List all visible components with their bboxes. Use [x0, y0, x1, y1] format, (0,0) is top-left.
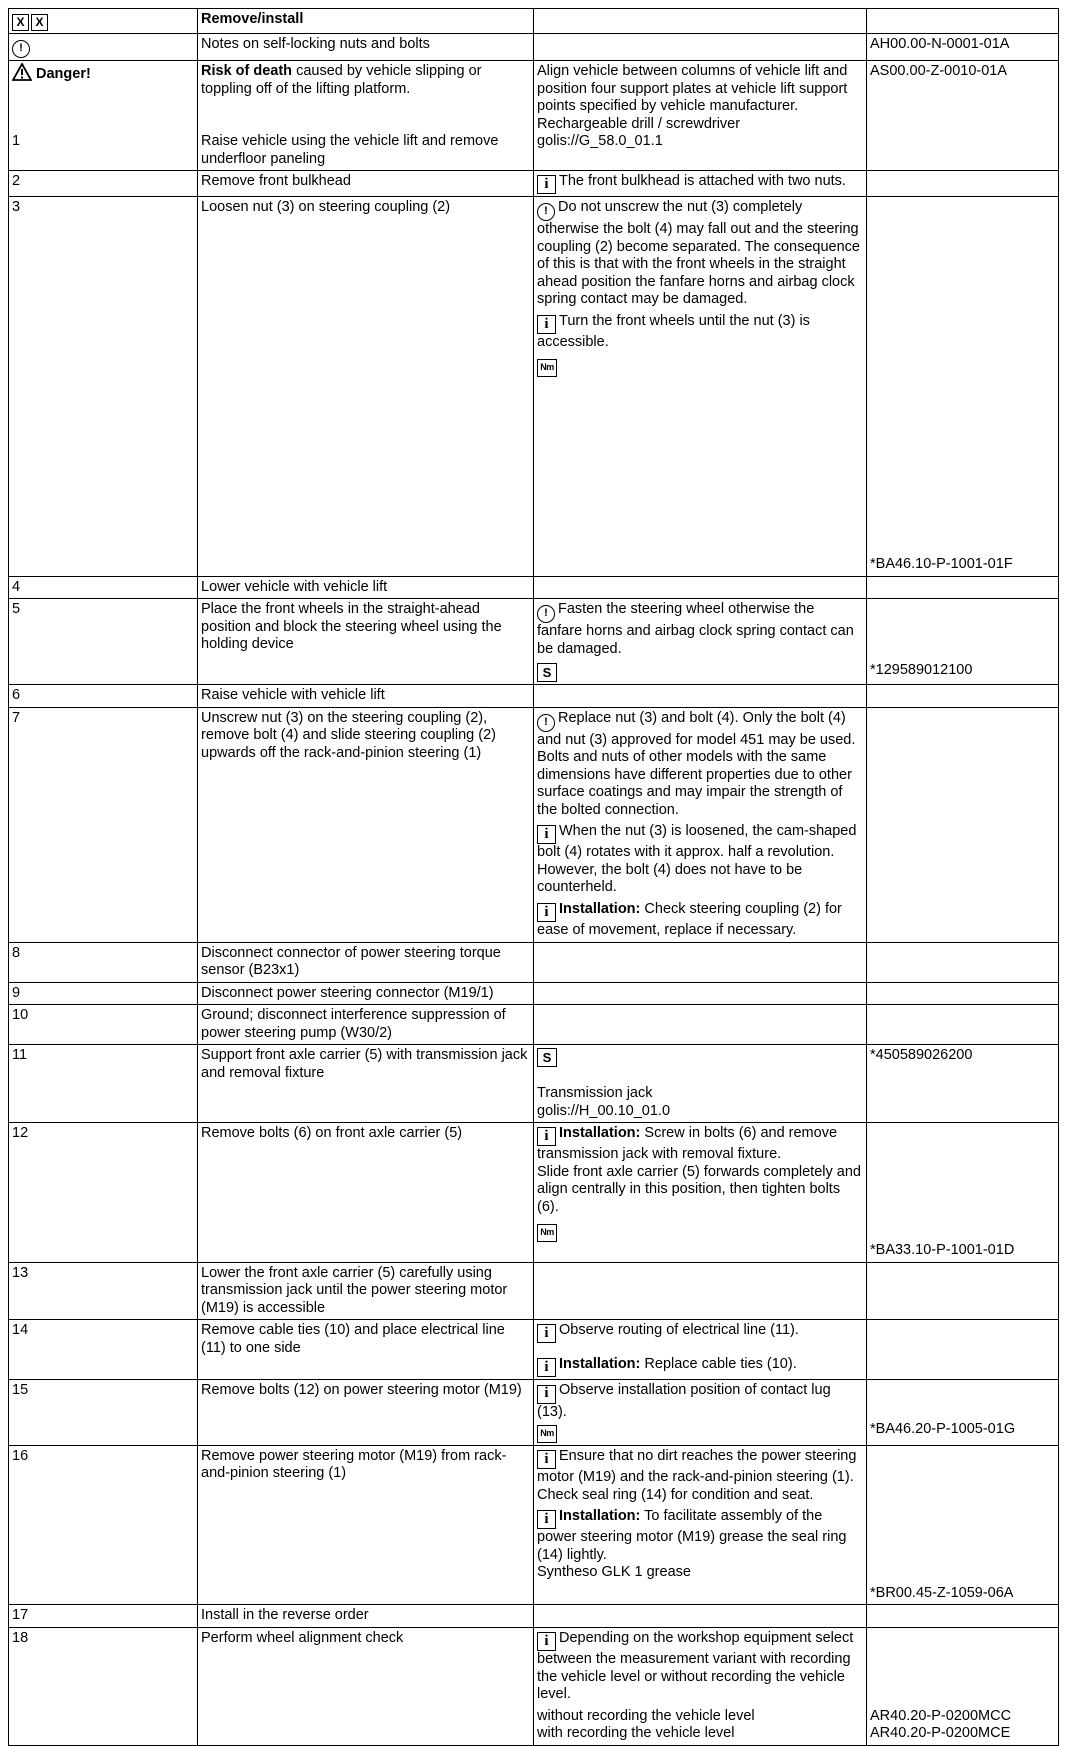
table-row [9, 1005, 1059, 1045]
table-row [9, 197, 1059, 577]
danger-risk-text: caused by vehicle slipping or toppling off of the lifting platform. [201, 63, 482, 97]
table-row [9, 171, 1059, 197]
step-number: 9 [9, 982, 198, 1005]
tool-link[interactable]: golis://H_00.10_01.0 [537, 1102, 671, 1119]
info-icon: i [537, 903, 556, 922]
table-row [9, 1445, 1059, 1605]
warning-note: Fasten the steering wheel otherwise the fanfare horns and airbag clock spring contact can be damaged. [537, 601, 854, 657]
step-number: 16 [9, 1445, 198, 1605]
torque-icon[interactable]: Nm [537, 1425, 557, 1443]
notes-link[interactable]: Notes on self-locking nuts and bolts [198, 34, 534, 61]
torque-icon[interactable]: Nm [537, 1224, 557, 1242]
info-icon: i [537, 1385, 556, 1404]
doc-ref[interactable]: *BR00.45-Z-1059-06A [870, 1584, 1014, 1601]
doc-ref[interactable]: *BA46.10-P-1001-01F [870, 556, 1013, 573]
info-icon: i [537, 315, 556, 334]
installation-note: Replace cable ties (10). [640, 1356, 797, 1372]
step-text: Remove front bulkhead [198, 171, 534, 197]
tool-note: Rechargeable drill / screwdriver [537, 115, 741, 132]
torque-icon[interactable]: Nm [537, 359, 557, 377]
tool-link[interactable]: golis://G_58.0_01.1 [537, 133, 663, 149]
installation-note: To facilitate assembly of the power steering motor (M19) grease the seal ring (14) lightly. [537, 1508, 847, 1563]
step-number: 8 [9, 942, 198, 982]
table-row [9, 1627, 1059, 1745]
procedure-table [8, 8, 1059, 1746]
info-icon: i [537, 1127, 556, 1146]
variant-option: without recording the vehicle level [537, 1707, 755, 1724]
doc-ref[interactable]: *450589026200 [867, 1045, 1059, 1123]
danger-label: Danger! [36, 66, 91, 82]
doc-ref[interactable]: AH00.00-N-0001-01A [867, 34, 1059, 61]
special-tool-icon[interactable]: S [537, 1048, 557, 1067]
step-text: Disconnect power steering connector (M19/1) [198, 982, 534, 1005]
step-text: Perform wheel alignment check [198, 1627, 534, 1745]
info-note: The front bulkhead is attached with two nuts. [559, 173, 846, 189]
installation-label: Installation: [559, 1125, 641, 1141]
step-text: Raise vehicle with vehicle lift [198, 685, 534, 708]
step-number: 18 [9, 1627, 198, 1745]
warning-note: Do not unscrew the nut (3) completely otherwise the bolt (4) may fall out and the steering coupling (2) become separated. The consequence of this is that with the front wheels in the straight ahead position the fanfare horns and airbag clock spring contact may be damaged. [537, 199, 860, 307]
info-icon: i [537, 825, 556, 844]
step-text: Remove bolts (12) on power steering motor (M19) [198, 1380, 534, 1446]
step-text: Lower the front axle carrier (5) carefully using transmission jack until the power steering motor (M19) is accessible [198, 1262, 534, 1320]
step-text: Disconnect connector of power steering torque sensor (B23x1) [198, 942, 534, 982]
info-note: Ensure that no dirt reaches the power steering motor (M19) and the rack-and-pinion steering (1). Check seal ring (14) for condition and seat. [537, 1447, 857, 1503]
step-number: 4 [9, 576, 198, 599]
step-text: Ground; disconnect interference suppression of power steering pump (W30/2) [198, 1005, 534, 1045]
table-row [9, 1045, 1059, 1123]
doc-ref[interactable]: *BA33.10-P-1001-01D [870, 1242, 1015, 1258]
doc-ref[interactable]: AS00.00-Z-0010-01A [867, 61, 1059, 171]
table-row [9, 34, 1059, 61]
info-icon: i [537, 1450, 556, 1469]
step-text: Place the front wheels in the straight-ahead position and block the steering wheel using the holding device [198, 599, 534, 685]
table-row [9, 1380, 1059, 1446]
step-text: Support front axle carrier (5) with transmission jack and removal fixture [198, 1045, 534, 1123]
tool-note: Transmission jack [537, 1085, 653, 1101]
doc-ref[interactable]: *129589012100 [870, 662, 973, 679]
step-text: Remove power steering motor (M19) from rack-and-pinion steering (1) [198, 1445, 534, 1605]
danger-instruction: Align vehicle between columns of vehicle lift and position four support plates at vehicle lift support points specified by vehicle manufacturer. [537, 63, 848, 114]
danger-triangle-icon [12, 63, 32, 81]
step-number: 11 [9, 1045, 198, 1123]
step-text: Raise vehicle using the vehicle lift and remove underfloor paneling [201, 133, 499, 167]
table-row [9, 1123, 1059, 1263]
info-icon: i [537, 175, 556, 194]
special-tool-icon[interactable]: S [537, 663, 557, 682]
step-text: Remove bolts (6) on front axle carrier (5) [198, 1123, 534, 1263]
doc-ref[interactable]: AR40.20-P-0200MCE [870, 1725, 1011, 1742]
warning-icon: ! [12, 40, 30, 58]
table-row [9, 982, 1059, 1005]
installation-label: Installation: [559, 1508, 641, 1524]
step-text: Loosen nut (3) on steering coupling (2) [198, 197, 534, 577]
installation-note: Check steering coupling (2) for ease of movement, replace if necessary. [537, 900, 842, 938]
step-number: 14 [9, 1320, 198, 1380]
remove-icon: X [12, 14, 29, 31]
step-text: Install in the reverse order [198, 1605, 534, 1628]
warning-note: Replace nut (3) and bolt (4). Only the bolt (4) and nut (3) approved for model 451 may be used. Bolts and nuts of other models with the same dimensions have different properties due to other surface coatings and may impair the strength of the bolted connection. [537, 709, 856, 818]
table-row [9, 576, 1059, 599]
installation-label: Installation: [559, 1356, 641, 1372]
info-note: Depending on the workshop equipment select between the measurement variant with recording the vehicle level or without recording the vehicle level. [537, 1629, 854, 1702]
table-row [9, 1262, 1059, 1320]
step-number: 15 [9, 1380, 198, 1446]
installation-note: Screw in bolts (6) and remove transmission jack with removal fixture. [537, 1125, 838, 1163]
install-icon: X [31, 14, 48, 31]
table-row [9, 942, 1059, 982]
info-note: Observe routing of electrical line (11). [559, 1322, 799, 1338]
doc-ref[interactable]: AR40.20-P-0200MCC [870, 1707, 1012, 1724]
table-row [9, 1605, 1059, 1628]
step-text: Remove cable ties (10) and place electrical line (11) to one side [198, 1320, 534, 1380]
step-text: Lower vehicle with vehicle lift [198, 576, 534, 599]
table-header-row [9, 9, 1059, 34]
table-row [9, 685, 1059, 708]
step-number: 3 [9, 197, 198, 577]
step-number: 7 [9, 707, 198, 942]
warning-icon: ! [537, 605, 555, 623]
step-text: Unscrew nut (3) on the steering coupling (2), remove bolt (4) and slide steering coupling (2) upwards off the rack-and-pinion steering (1) [198, 707, 534, 942]
info-note: When the nut (3) is loosened, the cam-shaped bolt (4) rotates with it approx. half a revolution. However, the bolt (4) does not have to be counterheld. [537, 823, 857, 896]
step-number: 2 [9, 171, 198, 197]
info-icon: i [537, 1324, 556, 1343]
step-number: 6 [9, 685, 198, 708]
installation-note: Slide front axle carrier (5) forwards completely and align centrally in this position, then tighten bolts (6). [537, 1163, 861, 1215]
table-row [9, 1320, 1059, 1380]
variant-option: with recording the vehicle level [537, 1725, 735, 1741]
step-number: 17 [9, 1605, 198, 1628]
info-icon: i [537, 1632, 556, 1651]
step-number: 13 [9, 1262, 198, 1320]
step-number: 10 [9, 1005, 198, 1045]
info-note: Observe installation position of contact lug (13). [537, 1382, 831, 1420]
warning-icon: ! [537, 714, 555, 732]
header-title: Remove/install [198, 9, 534, 34]
info-icon: i [537, 1510, 556, 1529]
danger-risk-heading: Risk of death [201, 63, 293, 79]
info-note: Turn the front wheels until the nut (3) is accessible. [537, 312, 810, 350]
grease-note: Syntheso GLK 1 grease [537, 1564, 691, 1581]
warning-icon: ! [537, 203, 555, 221]
step-number: 12 [9, 1123, 198, 1263]
info-icon: i [537, 1358, 556, 1377]
step-number: 1 [12, 133, 21, 149]
table-row [9, 707, 1059, 942]
doc-ref[interactable]: *BA46.20-P-1005-01G [870, 1421, 1016, 1438]
step-number: 5 [9, 599, 198, 685]
table-row [9, 599, 1059, 685]
installation-label: Installation: [559, 900, 641, 917]
table-row [9, 61, 1059, 171]
